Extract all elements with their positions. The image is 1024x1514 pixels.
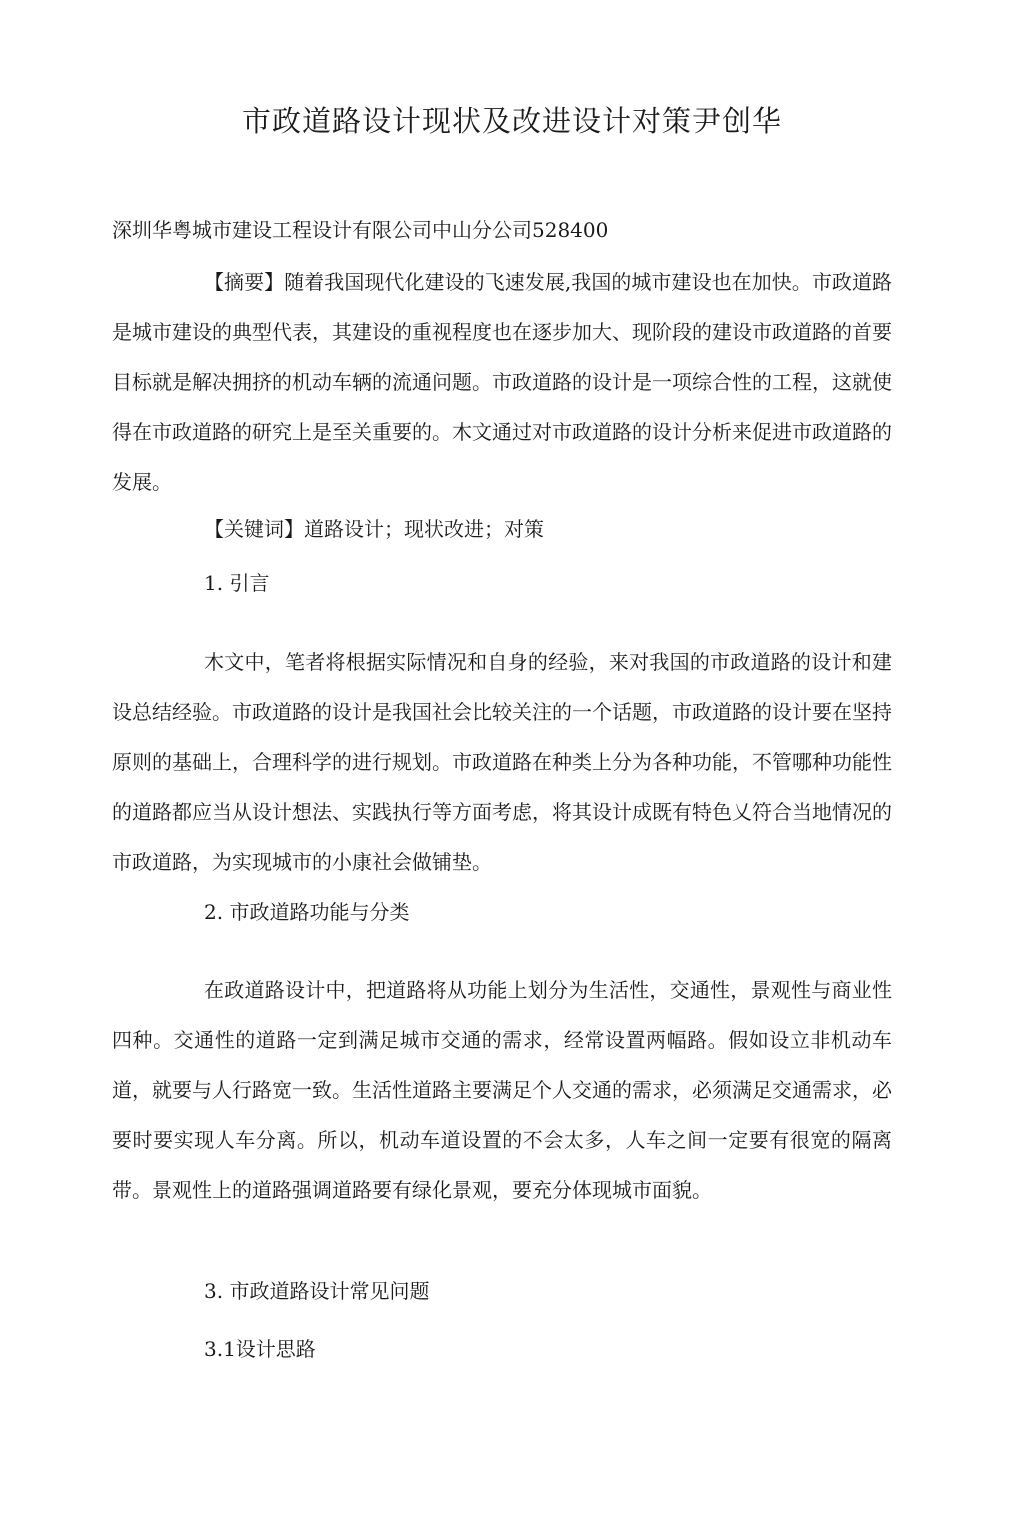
author-affiliation: 深圳华粤城市建设工程设计有限公司中山分公司528400 [112, 218, 609, 242]
section-heading-1: 1. 引言 [204, 571, 270, 595]
section-heading-3-1: 3.1设计思路 [204, 1337, 316, 1361]
section-2-body [112, 965, 892, 1215]
section-1-body [112, 637, 892, 887]
section-2-paragraph: 在政道路设计中，把道路将从功能上划分为生活性，交通性，景观性与商业性四种。交通性的道路一定到满足城市交通的需求，经常设置两幅路。假如设立非机动车道，就要与人行路宽一致。生活性道路主要满足个人交通的需求，必须满足交通需求，必要时要实现人车分离。所以，机动车道设置的不会太多，人车之间一定要有很宽的隔离带。景观性上的道路强调道路要有绿化景观，要充分体现城市面貌。 [112, 978, 892, 1202]
abstract-block [112, 257, 892, 507]
abstract-paragraph: 【摘要】随着我国现代化建设的飞速发展,我国的城市建设也在加快。市政道路是城市建设的典型代表，其建设的重视程度也在逐步加大、现阶段的建设市政道路的首要目标就是解决拥挤的机动车辆的流通问题。市政道路的设计是一项综合性的工程，这就使得在市政道路的研究上是至关重要的。木文通过对市政道路的设计分析来促进市政道路的发展。 [112, 270, 892, 494]
section-1-paragraph: 木文中，笔者将根据实际情况和自身的经验，来对我国的市政道路的设计和建设总结经验。市政道路的设计是我国社会比较关注的一个话题，市政道路的设计要在坚持原则的基础上，合理科学的进行规划。市政道路在种类上分为各种功能，不管哪种功能性的道路都应当从设计想法、实践执行等方面考虑，将其设计成既有特色乂符合当地情况的市政道路，为实现城市的小康社会做铺垫。 [112, 650, 892, 874]
section-heading-2: 2. 市政道路功能与分类 [204, 900, 410, 924]
section-heading-3: 3. 市政道路设计常见问题 [204, 1279, 430, 1303]
document-title: 市政道路设计现状及改进设计对策尹创华 [241, 104, 782, 138]
keywords-line: 【关键词】道路设计；现状改进；对策 [204, 517, 544, 541]
